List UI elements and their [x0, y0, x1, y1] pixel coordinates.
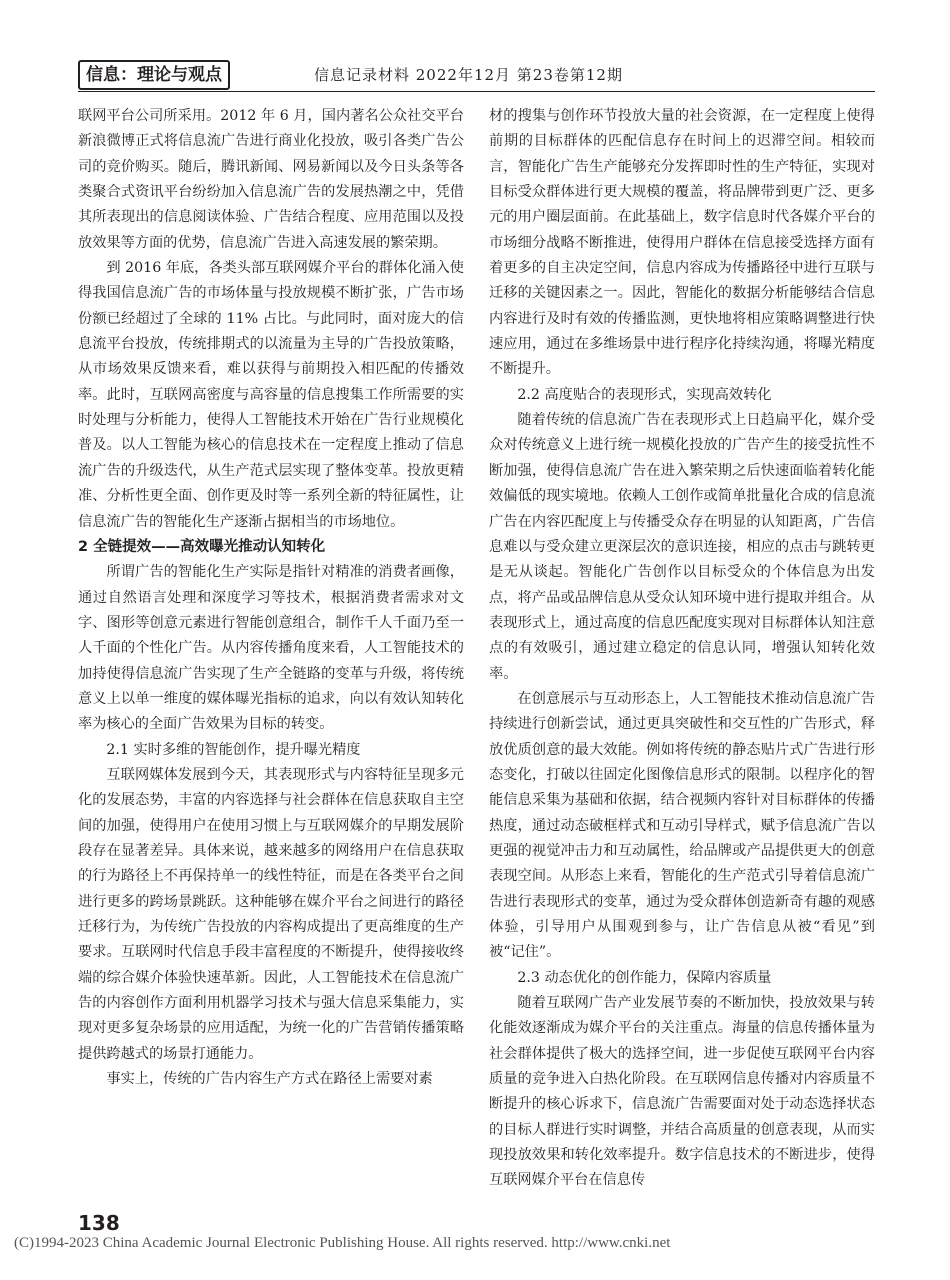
paragraph: 事实上，传统的广告内容生产方式在路径上需要对素: [106, 1071, 433, 1088]
right-column: [489, 104, 875, 1194]
paragraph: 随着互联网广告产业发展节奏的不断加快，投放效果与转化能效逐渐成为媒介平台的关注重点。海量的信息传播体量为社会群体提供了极大的选择空间，进一步促使互联网平台内容质量的竞争进入白热化阶段。在互联网信息传播对内容质量不断提升的核心诉求下，信息流广告需要面对处于动态选择状态的目标人群进行实时调整，并结合高质量的创意表现，从而实现投放效果和转化效率提升。数字信息技术的不断进步，使得互联网媒介平台在信息传: [489, 995, 875, 1189]
subsection-heading: 2.1 实时多维的智能创作，提升曝光精度: [106, 741, 361, 758]
paragraph: 联网平台公司所采用。2012 年 6 月，国内著名公众社交平台新浪微博正式将信息流广告进行商业化投放，吸引各类广告公司的竞价购买。随后，腾讯新闻、网易新闻以及今日头条等各类聚合式资讯平台纷纷加入信息流广告的发展热潮之中，凭借其所表现出的信息阅读体验、广告结合程度、应用范围以及投放效果等方面的优势，信息流广告进入高速发展的繁荣期。: [78, 108, 464, 251]
page-number: 138: [78, 1211, 120, 1235]
subsection-heading: 2.3 动态优化的创作能力，保障内容质量: [517, 969, 772, 986]
left-column: [78, 104, 464, 1092]
subsection-heading: 2.2 高度贴合的表现形式，实现高效转化: [517, 386, 772, 403]
paragraph: 所谓广告的智能化生产实际是指针对精准的消费者画像，通过自然语言处理和深度学习等技术，根据消费者需求对文字、图形等创意元素进行智能创意组合，制作千人千面乃至一人千面的个性化广告。从内容传播角度来看，人工智能技术的加持使得信息流广告实现了生产全链路的变革与升级，将传统意义上以单一维度的媒体曝光指标的追求，向以有效认知转化率为核心的全面广告效果为目标的转变。: [78, 564, 464, 733]
header-divider: [78, 91, 875, 92]
section-heading: 2 全链提效——高效曝光推动认知转化: [78, 538, 326, 555]
paragraph: 在创意展示与互动形态上，人工智能技术推动信息流广告持续进行创新尝试，通过更具突破性和交互性的广告形式，释放优质创意的最大效能。例如将传统的静态贴片式广告进行形态变化，打破以往固定化图像信息形式的限制。以程序化的智能信息采集为基础和依据，结合视频内容针对目标群体的传播热度，通过动态破框样式和互动引导样式，赋予信息流广告以更强的视觉冲击力和互动属性，给品牌或产品提供更大的创意表现空间。从形态上来看，智能化的生产范式引导着信息流广告进行表现形式的变革，通过为受众群体创造新奇有趣的观感体验，引导用户从围观到参与，让广告信息从被“看见”到被“记住”。: [489, 690, 875, 961]
paragraph: 随着传统的信息流广告在表现形式上日趋扁平化，媒介受众对传统意义上进行统一规模化投放的广告产生的接受抗性不断加强，使得信息流广告在进入繁荣期之后快速面临着转化能效偏低的现实境地。依赖人工创作或简单批量化合成的信息流广告在内容匹配度上与传播受众存在明显的认知距离，广告信息难以与受众建立更深层次的意识连接，相应的点击与跳转更是无从谈起。智能化广告创作以目标受众的个体信息为出发点，将产品或品牌信息从受众认知环境中进行提取并组合。从表现形式上，通过高度的信息匹配度实现对目标群体认知注意点的有效吸引，通过建立稳定的信息认同，增强认知转化效率。: [489, 412, 875, 682]
paragraph: 互联网媒体发展到今天，其表现形式与内容特征呈现多元化的发展态势，丰富的内容选择与社会群体在信息获取自主空间的加强，使得用户在使用习惯上与互联网媒介的早期发展阶段存在显著差异。具体来说，越来越多的网络用户在信息获取的行为路径上不再保持单一的线性特征，而是在各类平台之间进行更多的跨场景跳跃。这种能够在媒介平台之间进行的路径迁移行为，为传统广告投放的内容构成提出了更高维度的生产要求。互联网时代信息手段丰富程度的不断提升，使得接收终端的综合媒介体验快速革新。因此，人工智能技术在信息流广告的内容创作方面利用机器学习技术与强大信息采集能力，实现对更多复杂场景的应用适配，为统一化的广告营销传播策略提供跨越式的场景打通能力。: [78, 766, 464, 1062]
section-badge: 信息：理论与观点: [78, 60, 230, 90]
journal-info: 信息记录材料 2022年12月 第23卷第12期: [314, 66, 623, 84]
paragraph: 材的搜集与创作环节投放大量的社会资源，在一定程度上使得前期的目标群体的匹配信息存在时间上的迟滞空间。相较而言，智能化广告生产能够充分发挥即时性的生产特征，实现对目标受众群体进行更大规模的覆盖，将品牌带到更广泛、更多元的用户圈层面前。在此基础上，数字信息时代各媒介平台的市场细分战略不断推进，使得用户群体在信息接受选择方面有着更多的自主决定空间，信息内容成为传播路径中进行互联与迁移的关键因素之一。因此，智能化的数据分析能够结合信息内容进行及时有效的传播监测，更快地将相应策略调整进行快速应用，通过在多维场景中进行程序化持续沟通，将曝光精度不断提升。: [489, 108, 875, 378]
running-header: [78, 60, 875, 92]
copyright-notice: (C)1994-2023 China Academic Journal Electronic Publishing House. All rights reserved. http://www.cnki.net: [14, 1235, 671, 1251]
paragraph: 到 2016 年底，各类头部互联网媒介平台的群体化涌入使得我国信息流广告的市场体量与投放规模不断扩张，广告市场份额已经超过了全球的 11% 占比。与此同时，面对庞大的信息流平台投放，传统排期式的以流量为主导的广告投放策略，从市场效果反馈来看，难以获得与前期投入相匹配的传播效率。此时，互联网高密度与高容量的信息搜集工作所需要的实时处理与分析能力，使得人工智能技术开始在广告行业规模化普及。以人工智能为核心的信息技术在一定程度上推动了信息流广告的升级迭代，从生产范式层实现了整体变革。投放更精准、分析性更全面、创作更及时等一系列全新的特征属性，让信息流广告的智能化生产逐渐占据相当的市场地位。: [78, 260, 464, 530]
